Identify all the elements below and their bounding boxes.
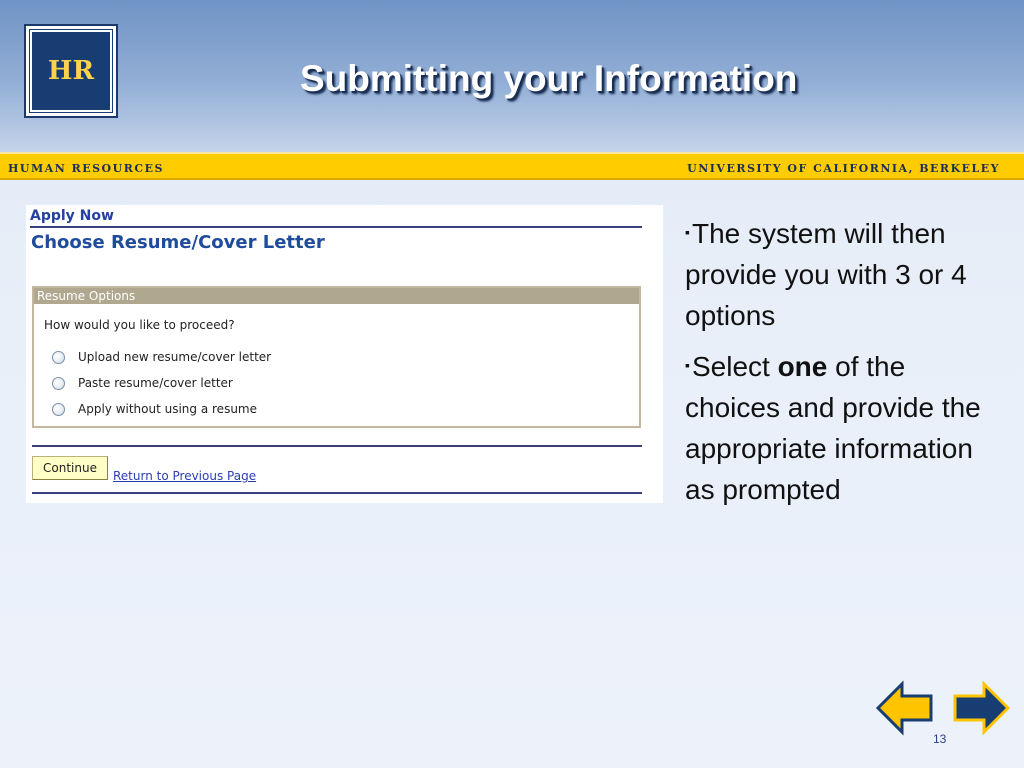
bullet-text-bold: one — [777, 351, 828, 382]
option-label: Upload new resume/cover letter — [78, 350, 272, 364]
option-no-resume[interactable] — [52, 402, 257, 416]
bullet-item — [685, 345, 1005, 510]
hr-logo-text: HR — [30, 30, 112, 112]
radio-button[interactable] — [52, 351, 65, 364]
bullet-list — [685, 212, 1005, 519]
arrow-right-icon[interactable] — [952, 680, 1010, 736]
human-resources-label: HUMAN RESOURCES — [8, 162, 164, 175]
bullet-marker-icon: ▪ — [685, 224, 690, 240]
divider — [32, 492, 642, 494]
resume-options-header: Resume Options — [34, 288, 639, 304]
page-number: 13 — [933, 732, 947, 746]
bullet-marker-icon: ▪ — [685, 357, 690, 373]
arrow-left-icon[interactable] — [876, 680, 934, 736]
bullet-text-post: of the choices and provide the appropriate information as prompted — [685, 351, 981, 505]
option-paste[interactable] — [52, 376, 233, 390]
university-label: UNIVERSITY OF CALIFORNIA, BERKELEY — [687, 162, 1000, 175]
divider — [32, 445, 642, 447]
option-label: Paste resume/cover letter — [78, 376, 233, 390]
resume-options-box — [32, 286, 641, 428]
continue-button[interactable]: Continue — [32, 456, 108, 480]
hr-logo — [24, 24, 118, 118]
slide-header — [0, 0, 1024, 152]
return-previous-link[interactable]: Return to Previous Page — [113, 469, 257, 483]
bullet-item — [685, 212, 1005, 336]
option-upload[interactable] — [52, 350, 271, 364]
gold-banner — [0, 152, 1024, 180]
divider — [30, 226, 642, 228]
radio-button[interactable] — [52, 377, 65, 390]
resume-options-screenshot — [26, 205, 663, 503]
proceed-question: How would you like to proceed? — [44, 318, 235, 332]
slide-title: Submitting your Information — [300, 58, 798, 99]
bullet-text-pre: Select — [691, 351, 778, 382]
bullet-text: The system will then provide you with 3 or 4 options — [685, 218, 967, 331]
page-heading: Choose Resume/Cover Letter — [31, 232, 325, 253]
radio-button[interactable] — [52, 403, 65, 416]
apply-now-heading: Apply Now — [30, 208, 114, 224]
option-label: Apply without using a resume — [78, 402, 257, 416]
